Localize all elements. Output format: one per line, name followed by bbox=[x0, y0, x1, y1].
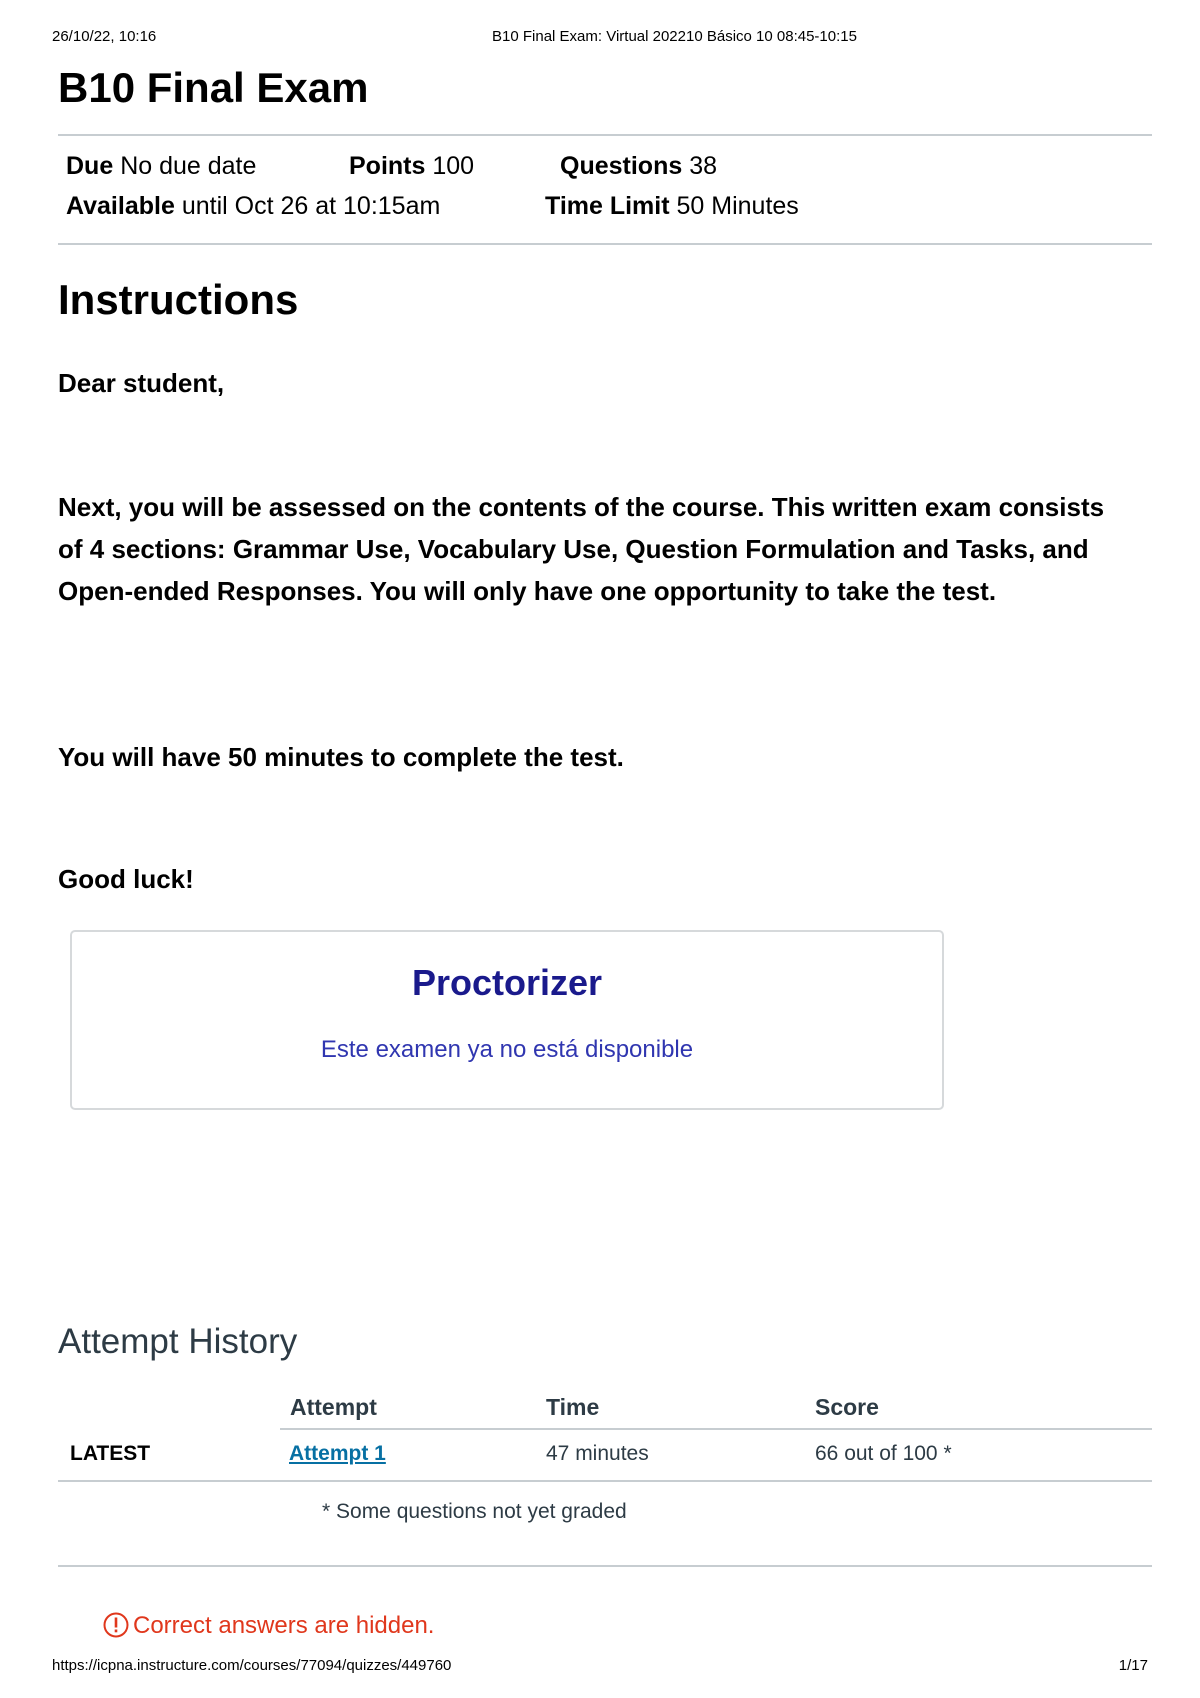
instructions-heading: Instructions bbox=[58, 276, 299, 323]
answers-hidden-notice bbox=[103, 1612, 434, 1640]
table-row-divider bbox=[58, 1480, 1152, 1482]
column-header-time: Time bbox=[546, 1394, 600, 1420]
attempt-score: 66 out of 100 * bbox=[815, 1442, 952, 1465]
page-number: 1/17 bbox=[1118, 1657, 1148, 1674]
divider bbox=[58, 134, 1152, 136]
available-detail bbox=[66, 192, 440, 221]
answers-hidden-text: Correct answers are hidden. bbox=[133, 1612, 435, 1639]
instructions-greeting: Dear student, bbox=[58, 368, 225, 398]
questions-label: Questions bbox=[560, 152, 683, 180]
latest-label: LATEST bbox=[70, 1442, 151, 1465]
time-limit-detail bbox=[545, 192, 799, 221]
table-header-divider bbox=[280, 1428, 1152, 1430]
points-value: 100 bbox=[432, 152, 475, 180]
warning-circle-icon bbox=[103, 1612, 129, 1638]
time-limit-value: 50 Minutes bbox=[676, 192, 799, 220]
grading-footnote: * Some questions not yet graded bbox=[322, 1500, 627, 1523]
divider bbox=[58, 243, 1152, 245]
column-header-score: Score bbox=[815, 1394, 879, 1420]
attempt-history-heading: Attempt History bbox=[58, 1322, 298, 1361]
due-label: Due bbox=[66, 152, 114, 180]
time-limit-label: Time Limit bbox=[545, 192, 670, 220]
print-datetime: 26/10/22, 10:16 bbox=[52, 28, 157, 45]
questions-value: 38 bbox=[689, 152, 718, 180]
attempt-time: 47 minutes bbox=[546, 1442, 649, 1465]
print-url: https://icpna.instructure.com/courses/77094/quizzes/449760 bbox=[52, 1657, 452, 1674]
instructions-body: Next, you will be assessed on the contents of the course. This written exam consists of 4 sections: Grammar Use, Vocabulary Use, Question Formulation and Tasks, and Open-ended Responses. You will only have one opportunity to take the test. bbox=[58, 492, 1105, 606]
due-detail bbox=[66, 152, 256, 181]
proctorizer-title: Proctorizer bbox=[411, 962, 603, 1003]
proctorizer-message: Este examen ya no está disponible bbox=[320, 1036, 694, 1063]
attempt-1-link[interactable]: Attempt 1 bbox=[289, 1442, 386, 1465]
points-detail bbox=[349, 152, 474, 181]
instructions-time-note: You will have 50 minutes to complete the test. bbox=[58, 742, 624, 772]
points-label: Points bbox=[349, 152, 426, 180]
page-title: B10 Final Exam bbox=[58, 64, 369, 111]
questions-detail bbox=[560, 152, 717, 181]
print-document-title: B10 Final Exam: Virtual 202210 Básico 10 08:45-10:15 bbox=[492, 28, 857, 45]
due-value: No due date bbox=[120, 152, 257, 180]
print-header bbox=[52, 28, 1148, 48]
proctorizer-panel bbox=[70, 930, 944, 1110]
available-value: until Oct 26 at 10:15am bbox=[181, 192, 441, 220]
instructions-closing: Good luck! bbox=[58, 864, 194, 894]
available-label: Available bbox=[66, 192, 175, 220]
column-header-attempt: Attempt bbox=[290, 1394, 377, 1420]
divider bbox=[58, 1565, 1152, 1567]
print-footer bbox=[52, 1657, 1148, 1677]
